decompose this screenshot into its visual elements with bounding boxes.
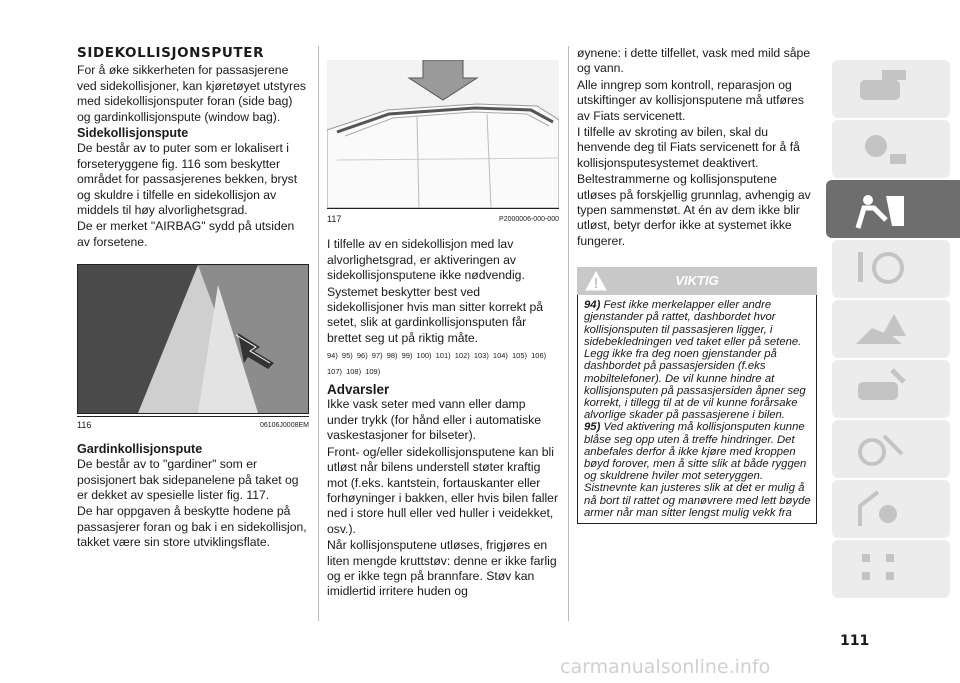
warning-references: 94) 95) 96) 97) 98) 99) 100) 101) 102) 103) 104) 105) 106) 107) 108) 109) [327,351,547,376]
subheading-window-bag: Gardinkollisjonspute [77,441,203,456]
figure-number: 117 [327,214,342,224]
warning-box [577,295,817,524]
tab-safety[interactable] [826,180,960,238]
figure-code: 06106J0008EM [259,422,309,430]
multimedia-icon [852,486,912,532]
warning-title: VIKTIG [675,273,719,289]
tab-index[interactable] [832,540,952,598]
paragraph: De består av to puter som er lokalisert i forseteryggene fig. 116 som beskytter området for passasjerenes bekken, bryst og skuldre i tilfelle en sidekollisjon av middels til høy alvorlighetsgrad. [77,141,298,218]
tab-maintenance[interactable] [832,360,952,418]
figure-117 [327,60,559,209]
tab-multimedia[interactable] [832,480,952,538]
warning-header [577,267,817,295]
paragraph: Systemet beskytter best ved sidekollisjoner hvis man sitter korrekt på setet, slik at gardinkollisjonsputen får brettet seg ut på riktig måte. [327,284,544,345]
paragraph: Front- og/eller sidekollisjonsputene kan bli utløst når bilens understell støter kraftig mot (f.eks. kantstein, fortauskanter eller forhøyninger i bakken, eller hvis bilen faller ned i store hull eller ved huller i veidekket, osv.). [327,444,558,536]
breakdown-icon [852,306,912,352]
column-divider [568,46,569,621]
footer-watermark: carmanualsonline.info [560,656,771,678]
paragraph: Når kollisjonsputene utløses, frigjøres en liten mengde kruttstøv: denne er ikke farlig og er ikke tegn på brannfare. Støv kan imidlertid irritere huden og [327,538,557,599]
paragraph: De har oppgaven å beskytte hodene på passasjerer foran og bak i en sidekollisjon, takket være sin store utviklingsflate. [77,504,307,550]
paragraph: De består av to "gardiner" som er posisjonert bak sidepanelene på taket og er dekket av spesielle lister fig. 117. [77,457,299,502]
paragraph: Beltestrammerne og kollisjonsputene utløses på forskjellig grunnlag, avhengig av typen sammenstøt. At én av dem ikke blir utløst, betyr derfor ikke at systemet ikke fungerer. [577,172,811,248]
figure-116 [77,264,309,414]
maintenance-icon [852,366,912,412]
figure-caption [77,416,309,433]
column-divider [318,46,319,621]
paragraph: I tilfelle av en sidekollisjon med lav alvorlighetsgrad, er aktiveringen av sidekollisjonsputene ikke nødvendig. [327,237,525,283]
paragraph: Ikke vask seter med vann eller damp under trykk (for hånd eller i automatiske vaskestasjoner for bilseter). [327,397,542,443]
technical-data-icon [852,426,912,472]
warning-light-icon [852,126,912,172]
paragraph: De er merket "AIRBAG" sydd på utsiden av forsetene. [77,219,295,249]
tab-emergency[interactable] [832,300,952,358]
seat-airbag-illustration [78,265,308,413]
section-heading: SIDEKOLLISJONSPUTER [77,45,265,61]
page-number: 111 [840,633,870,649]
index-icon [852,546,912,592]
key-steering-icon [852,246,912,292]
tab-technical-data[interactable] [832,420,952,478]
tab-starting[interactable] [832,240,952,298]
chapter-sidebar [826,60,960,600]
subheading-side-bag: Sidekollisjonspute [77,126,189,141]
car-dashboard-icon [852,66,912,112]
intro-text: For å øke sikkerheten for passasjerene ved sidekollisjoner, kan kjøretøyet utstyres med sidekollisjonsputer foran (side bag) og gardinkollisjonspute (window bag). [77,63,306,124]
subheading-warnings: Advarsler [327,382,390,398]
figure-caption [327,211,559,227]
paragraph: øynene: i dette tilfellet, vask med mild såpe og vann. [577,46,811,76]
figure-number: 116 [77,420,92,431]
paragraph: I tilfelle av skroting av bilen, skal du henvende deg til Fiats servicenett for å få kollisjonsputesystemet deaktivert. [577,125,800,170]
figure-code: P2000006-000-000 [499,216,559,223]
column-3 [577,46,817,524]
column-2 [327,60,559,601]
car-side-illustration [327,60,559,208]
warning-text: Fest ikke merkelapper eller andre gjenstander på rattet, dashbordet hvor kollisjonsputen til passasjeren ligger, i sidebekledningen ved taket eller på setene. Legg ikke fra deg noen gjenstander på dashbordet på passasjersiden (f.eks mobiltelefoner). De vil kunne hindre at kollisjonsputen på passasjersiden åpner seg korrekt, i tillegg til at de vil kunne forårsake alvorlige skader på passasjerene i bilen. [584,299,806,422]
warning-number: 94) [584,299,601,312]
tab-dashboard[interactable] [832,60,952,118]
tab-warning-lights[interactable] [832,120,952,178]
warning-number: 95) [584,421,601,434]
warning-text: Ved aktivering må kollisjonsputen kunne blåse seg opp uten å treffe hindringer. Det anbefales derfor å ikke kjøre med kroppen bøyd forover, men å sitte slik at både ryggen og skuldrene hviler mot seteryggen. Sistnevnte kan justeres slik at det er mulig å nå bort til rattet og manøvrere med lett bøyde armer når man sitter lengst mulig vekk fra [584,421,811,519]
paragraph: Alle inngrep som kontroll, reparasjon og utskiftinger av kollisjonsputene må utføres av Fiats servicenett. [577,77,804,123]
column-1 [77,46,309,552]
airbag-safety-icon [846,186,926,232]
